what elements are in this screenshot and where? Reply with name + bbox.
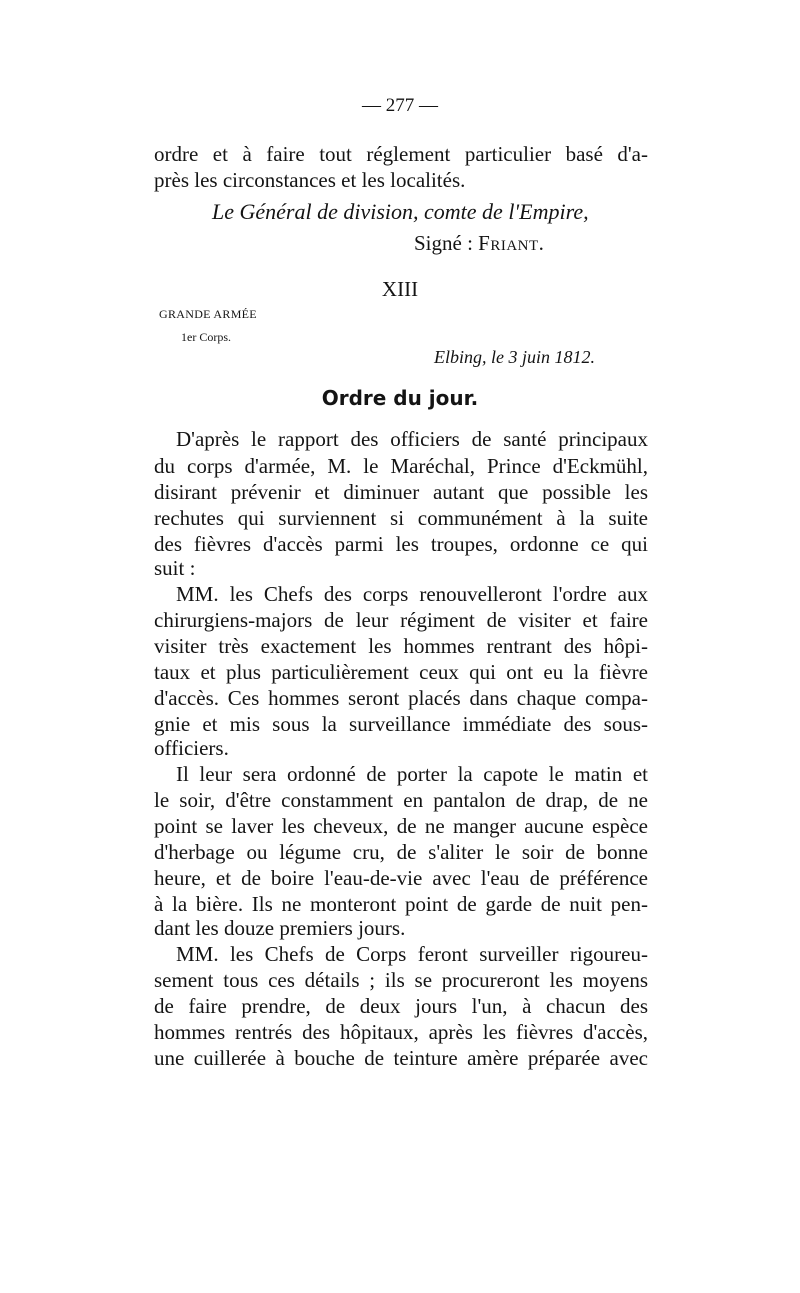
paragraph-line: MM. les Chefs des corps renouvelleront l'ordre aux <box>176 582 648 606</box>
paragraph-line: rechutes qui surviennent si communément à la suite <box>154 506 648 530</box>
paragraph-line: officiers. <box>154 736 229 760</box>
paragraph-line: chirurgiens-majors de leur régiment de visiter et faire <box>154 608 648 632</box>
intro-line: près les circonstances et les localités. <box>154 168 466 192</box>
signature-title: Le Général de division, comte de l'Empire, <box>212 199 589 224</box>
paragraph-line: disirant prévenir et diminuer autant que possible les <box>154 480 648 504</box>
order-title: Ordre du jour. <box>321 386 479 410</box>
paragraph-line: sement tous ces détails ; ils se procureront les moyens <box>154 968 648 992</box>
paragraph-line: visiter très exactement les hommes rentrant des hôpi- <box>154 634 648 658</box>
page-number: — 277 — <box>362 95 438 116</box>
paragraph-line: d'accès. Ces hommes seront placés dans chaque compa- <box>154 686 648 710</box>
paragraph-line: taux et plus particulièrement ceux qui ont eu la fièvre <box>154 660 648 684</box>
signed-name: Friant. <box>478 231 545 255</box>
paragraph-line: des fièvres d'accès parmi les troupes, ordonne ce qui <box>154 532 648 556</box>
paragraph-line: le soir, d'être constamment en pantalon de drap, de ne <box>154 788 648 812</box>
paragraph-line: hommes rentrés des hôpitaux, après les fièvres d'accès, <box>154 1020 648 1044</box>
paragraph-line: de faire prendre, de deux jours l'un, à chacun des <box>154 994 648 1018</box>
signature-block <box>414 229 544 257</box>
signed-label: Signé : <box>414 231 479 255</box>
paragraph-line: gnie et mis sous la surveillance immédiate des sous- <box>154 712 648 736</box>
paragraph-line: du corps d'armée, M. le Maréchal, Prince d'Eckmühl, <box>154 454 648 478</box>
header-corps: 1er Corps. <box>181 330 231 344</box>
paragraph-line: d'herbage ou légume cru, de s'aliter le soir de bonne <box>154 840 648 864</box>
paragraph-line: dant les douze premiers jours. <box>154 916 406 940</box>
paragraph-line: heure, et de boire l'eau-de-vie avec l'eau de préférence <box>154 866 648 890</box>
paragraph-line: à la bière. Ils ne monteront point de garde de nuit pen- <box>154 892 648 916</box>
section-number: XIII <box>381 277 419 301</box>
paragraph-line: D'après le rapport des officiers de santé principaux <box>176 427 648 451</box>
header-army: GRANDE ARMÉE <box>159 307 257 321</box>
intro-line: ordre et à faire tout réglement particulier basé d'a- <box>154 142 648 166</box>
place-date: Elbing, le 3 juin 1812. <box>434 347 595 367</box>
paragraph-line: Il leur sera ordonné de porter la capote le matin et <box>176 762 648 786</box>
paragraph-line: une cuillerée à bouche de teinture amère préparée avec <box>154 1046 648 1070</box>
paragraph-line: MM. les Chefs de Corps feront surveiller rigoureu- <box>176 942 648 966</box>
paragraph-line: suit : <box>154 556 196 580</box>
paragraph-line: point se laver les cheveux, de ne manger aucune espèce <box>154 814 648 838</box>
